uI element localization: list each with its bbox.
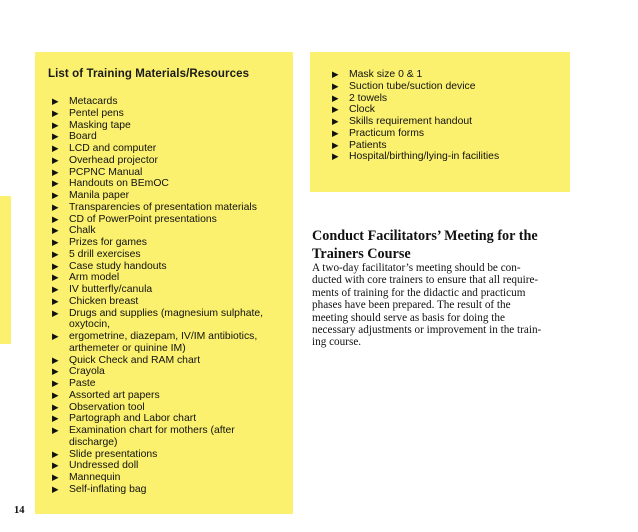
triangle-right-icon: ▶ [52,260,59,271]
list-item [52,202,263,214]
list-item [52,425,263,449]
list-item-label: Hospital/birthing/lying-in facilities [349,151,500,163]
list-item-label: arthemeter or quinine IM) [69,342,186,354]
list-item-label: IV butterfly/canula [69,284,153,295]
list-item-label: Crayola [69,366,105,378]
list-item [52,472,263,484]
triangle-right-icon: ▶ [52,483,59,494]
list-item-label: Board [69,131,97,143]
triangle-right-icon: ▶ [52,284,59,294]
section-body-line: phases have been prepared. The result of the [312,299,511,312]
list-item [332,151,499,163]
triangle-right-icon: ▶ [52,366,59,377]
triangle-right-icon: ▶ [332,139,339,150]
materials-list-right [332,69,499,163]
list-item-label: Metacards [69,96,118,107]
list-item-label: Mask size 0 & 1 [349,69,423,80]
list-item-label: Handouts on BEmOC [69,178,169,190]
triangle-right-icon: ▶ [52,213,59,224]
triangle-right-icon: ▶ [52,401,59,412]
list-item [52,167,263,179]
list-item-label: Mannequin [69,472,121,483]
list-item-label: Case study handouts [69,260,167,272]
triangle-right-icon: ▶ [52,107,59,118]
list-item [332,81,499,93]
section-heading-line: Conduct Facilitators’ Meeting for the [312,228,538,244]
section-body [312,262,574,349]
list-item [52,296,263,308]
triangle-right-icon: ▶ [332,151,339,162]
triangle-right-icon: ▶ [332,80,339,91]
list-item [52,214,263,226]
list-item-label: Skills requirement handout [349,116,473,127]
triangle-right-icon: ▶ [52,472,59,482]
triangle-right-icon: ▶ [52,378,59,388]
list-item-label: LCD and computer [69,143,157,154]
list-item-label: Chalk [69,225,96,237]
list-item-label: discharge) [69,436,118,448]
triangle-right-icon: ▶ [52,389,59,400]
list-item [52,178,263,190]
list-item [52,261,263,273]
list-item-label: Paste [69,378,96,389]
section-body-line: ments of training for the didactic and practicum [312,286,526,299]
list-item [332,104,499,116]
side-tab-marker [0,196,11,344]
list-item [52,413,263,425]
list-item-label: Prizes for games [69,237,147,248]
list-item [52,308,263,332]
list-item [52,96,263,108]
triangle-right-icon: ▶ [52,190,59,200]
triangle-right-icon: ▶ [332,116,339,126]
list-item-label: Clock [349,104,375,116]
list-item [52,272,263,284]
triangle-right-icon: ▶ [52,413,59,424]
list-item [52,237,263,249]
triangle-right-icon: ▶ [52,448,59,459]
list-item [52,155,263,167]
triangle-right-icon: ▶ [52,307,59,318]
list-item [52,366,263,378]
list-item-label: Masking tape [69,119,131,131]
triangle-right-icon: ▶ [52,96,59,106]
triangle-right-icon: ▶ [52,225,59,236]
list-item [332,128,499,140]
list-item [52,331,263,355]
list-item-label: 5 drill exercises [69,248,141,260]
list-item [52,120,263,132]
triangle-right-icon: ▶ [52,119,59,130]
list-item [332,69,499,81]
triangle-right-icon: ▶ [52,248,59,259]
list-item-label: Patients [349,139,387,151]
list-item-label: Pentel pens [69,107,124,119]
list-item-label: 2 towels [349,92,388,104]
list-item-label: Manila paper [69,190,130,201]
list-item-label: Quick Check and RAM chart [69,354,201,366]
list-item [52,143,263,155]
list-item-label: oxytocin, [69,319,111,331]
list-item [332,116,499,128]
materials-list-title: List of Training Materials/Resources [48,68,250,80]
list-item-label: Self-inflating bag [69,483,147,495]
section-body-line: A two-day facilitator’s meeting should be con- [312,262,521,274]
section-heading-line: Trainers Course [312,246,411,262]
list-item-label: Suction tube/suction device [349,80,476,92]
list-item-label: Chicken breast [69,295,139,307]
section-body-line: necessary adjustments or improvement in the train- [312,324,542,337]
triangle-right-icon: ▶ [52,425,59,435]
list-item-label: Practicum forms [349,127,425,139]
triangle-right-icon: ▶ [52,331,59,341]
list-item [52,284,263,296]
triangle-right-icon: ▶ [52,201,59,212]
list-item-label: ergometrine, diazepam, IV/IM antibiotics, [69,331,258,342]
list-item [52,225,263,237]
list-item [52,249,263,261]
list-item-label: CD of PowerPoint presentations [69,213,217,225]
section-body-line: meeting should serve as basis for doing the [312,311,505,324]
list-item [52,190,263,202]
materials-list-left [52,96,263,496]
section-body-line: ducted with core trainers to ensure that all require- [312,274,539,287]
triangle-right-icon: ▶ [52,460,59,471]
list-item [52,402,263,414]
list-item-label: Arm model [69,272,120,284]
list-item-label: PCPNC Manual [69,166,143,178]
list-item [332,93,499,105]
list-item-label: Partograph and Labor chart [69,413,197,425]
triangle-right-icon: ▶ [52,154,59,165]
triangle-right-icon: ▶ [52,295,59,306]
list-item [52,131,263,143]
list-item-label: Overhead projector [69,154,158,166]
list-item [52,378,263,390]
section-body-line: ing course. [312,336,362,349]
page-number: 14 [14,505,25,516]
list-item-label: Undressed doll [69,460,139,472]
section-heading [312,227,572,263]
list-item [52,460,263,472]
triangle-right-icon: ▶ [52,354,59,365]
list-item-label: Slide presentations [69,448,158,460]
list-item-label: Observation tool [69,401,145,413]
triangle-right-icon: ▶ [332,92,339,103]
triangle-right-icon: ▶ [52,272,59,283]
list-item-label: Assorted art papers [69,389,160,401]
triangle-right-icon: ▶ [52,131,59,142]
triangle-right-icon: ▶ [52,166,59,177]
triangle-right-icon: ▶ [332,104,339,115]
list-item [52,484,263,496]
triangle-right-icon: ▶ [52,178,59,189]
list-item [332,140,499,152]
list-item [52,108,263,120]
list-item [52,390,263,402]
list-item-label: Examination chart for mothers (after [69,425,235,436]
list-item-label: Transparencies of presentation materials [69,201,257,213]
list-item [52,355,263,367]
triangle-right-icon: ▶ [332,127,339,138]
triangle-right-icon: ▶ [52,143,59,153]
list-item [52,449,263,461]
triangle-right-icon: ▶ [332,69,339,79]
list-item-label: Drugs and supplies (magnesium sulphate, [69,307,264,319]
triangle-right-icon: ▶ [52,237,59,247]
